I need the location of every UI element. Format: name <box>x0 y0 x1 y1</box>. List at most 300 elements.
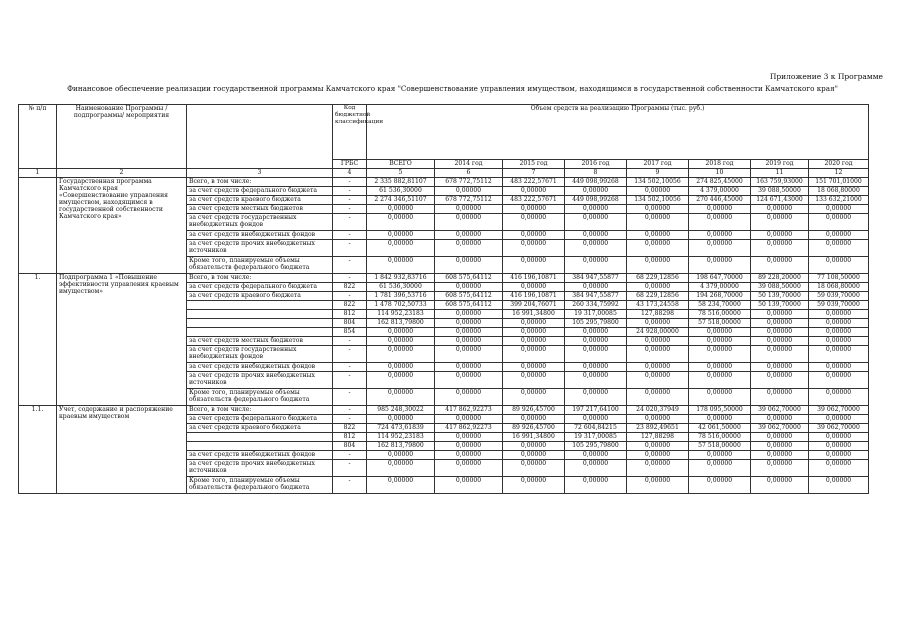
amount-cell: 0,00000 <box>809 363 869 372</box>
funding-source: Кроме того, планируемые объемы обязательств федерального бюджета <box>187 477 333 494</box>
column-number: 1 <box>19 169 57 178</box>
header-year: 2017 год <box>627 160 689 169</box>
amount-cell: 0,00000 <box>503 319 565 328</box>
amount-cell: 483 222,57671 <box>503 196 565 205</box>
amount-cell: 0,00000 <box>689 240 751 257</box>
amount-cell: 0,00000 <box>751 442 809 451</box>
amount-cell: 0,00000 <box>809 346 869 363</box>
amount-cell: 0,00000 <box>627 389 689 406</box>
amount-cell: 57 518,00000 <box>689 442 751 451</box>
grbs-code: - <box>333 240 367 257</box>
amount-cell: 0,00000 <box>627 337 689 346</box>
amount-cell: 0,00000 <box>435 240 503 257</box>
amount-cell: 0,00000 <box>809 328 869 337</box>
amount-cell: 0,00000 <box>435 460 503 477</box>
amount-cell: 0,00000 <box>627 205 689 214</box>
amount-cell: 0,00000 <box>809 477 869 494</box>
funding-source: за счет средств федерального бюджета <box>187 415 333 424</box>
amount-cell: 0,00000 <box>565 372 627 389</box>
amount-cell: 163 759,93000 <box>751 178 809 187</box>
amount-cell: 0,00000 <box>503 389 565 406</box>
column-number: 10 <box>689 169 751 178</box>
amount-cell: 483 222,57671 <box>503 178 565 187</box>
table-row <box>19 274 869 283</box>
column-number: 6 <box>435 169 503 178</box>
grbs-code: - <box>333 231 367 240</box>
amount-cell: 89 926,45700 <box>503 406 565 415</box>
amount-cell: 0,00000 <box>751 363 809 372</box>
amount-cell: 0,00000 <box>689 451 751 460</box>
grbs-code: - <box>333 214 367 231</box>
amount-cell: 0,00000 <box>367 389 435 406</box>
amount-cell: 0,00000 <box>503 240 565 257</box>
amount-cell: 39 062,70000 <box>751 406 809 415</box>
amount-cell: 0,00000 <box>435 319 503 328</box>
amount-cell: 274 825,45000 <box>689 178 751 187</box>
column-number: 3 <box>187 169 333 178</box>
funding-source <box>187 328 333 337</box>
amount-cell: 0,00000 <box>565 477 627 494</box>
header-row <box>19 105 869 160</box>
amount-cell: 0,00000 <box>503 346 565 363</box>
amount-cell: 0,00000 <box>367 477 435 494</box>
amount-cell: 197 217,64100 <box>565 406 627 415</box>
amount-cell: 0,00000 <box>503 372 565 389</box>
amount-cell: 0,00000 <box>689 257 751 274</box>
amount-cell: 0,00000 <box>689 337 751 346</box>
grbs-code: 812 <box>333 433 367 442</box>
funding-source: за счет средств краевого бюджета <box>187 424 333 433</box>
amount-cell: 39 062,70000 <box>751 424 809 433</box>
amount-cell: 42 061,50000 <box>689 424 751 433</box>
amount-cell: 43 173,24558 <box>627 301 689 310</box>
amount-cell: 114 952,23183 <box>367 433 435 442</box>
amount-cell: 0,00000 <box>503 187 565 196</box>
amount-cell: 0,00000 <box>809 389 869 406</box>
row-number: 1.1. <box>19 406 57 494</box>
amount-cell: 0,00000 <box>503 460 565 477</box>
amount-cell: 50 139,70000 <box>751 292 809 301</box>
funding-source: за счет средств местных бюджетов <box>187 205 333 214</box>
amount-cell: 0,00000 <box>809 415 869 424</box>
amount-cell: 0,00000 <box>627 231 689 240</box>
amount-cell: 77 108,50000 <box>809 274 869 283</box>
amount-cell: 0,00000 <box>565 205 627 214</box>
amount-cell: 0,00000 <box>751 451 809 460</box>
amount-cell: 0,00000 <box>627 372 689 389</box>
funding-source: за счет средств внебюджетных фондов <box>187 451 333 460</box>
amount-cell: 608 575,64112 <box>435 274 503 283</box>
funding-source: Кроме того, планируемые объемы обязательств федерального бюджета <box>187 257 333 274</box>
row-number: 1. <box>19 274 57 406</box>
amount-cell: 59 039,70000 <box>809 292 869 301</box>
amount-cell: 0,00000 <box>627 319 689 328</box>
amount-cell: 151 701,01000 <box>809 178 869 187</box>
amount-cell: 18 068,80000 <box>809 187 869 196</box>
amount-cell: 2 335 882,81107 <box>367 178 435 187</box>
funding-source: за счет средств государственных внебюджетных фондов <box>187 214 333 231</box>
amount-cell: 0,00000 <box>627 346 689 363</box>
amount-cell: 0,00000 <box>565 231 627 240</box>
funding-source <box>187 301 333 310</box>
header-year: 2016 год <box>565 160 627 169</box>
amount-cell: 4 379,00000 <box>689 187 751 196</box>
amount-cell: 23 892,49651 <box>627 424 689 433</box>
amount-cell: 0,00000 <box>809 372 869 389</box>
amount-cell: 133 632,21000 <box>809 196 869 205</box>
amount-cell: 0,00000 <box>809 240 869 257</box>
amount-cell: 59 039,70000 <box>809 301 869 310</box>
amount-cell: 19 317,00085 <box>565 310 627 319</box>
amount-cell: 24 928,00000 <box>627 328 689 337</box>
amount-cell: 0,00000 <box>367 337 435 346</box>
amount-cell: 0,00000 <box>565 363 627 372</box>
amount-cell: 0,00000 <box>689 460 751 477</box>
funding-source <box>187 310 333 319</box>
amount-cell: 0,00000 <box>627 283 689 292</box>
grbs-code: 804 <box>333 442 367 451</box>
amount-cell: 0,00000 <box>503 451 565 460</box>
amount-cell: 127,88298 <box>627 310 689 319</box>
grbs-code: 812 <box>333 310 367 319</box>
amount-cell: 0,00000 <box>809 319 869 328</box>
column-number: 2 <box>57 169 187 178</box>
amount-cell: 0,00000 <box>435 310 503 319</box>
amount-cell: 0,00000 <box>751 372 809 389</box>
amount-cell: 72 604,84215 <box>565 424 627 433</box>
amount-cell: 0,00000 <box>809 442 869 451</box>
amount-cell: 0,00000 <box>503 257 565 274</box>
grbs-code: 822 <box>333 283 367 292</box>
amount-cell: 724 473,61839 <box>367 424 435 433</box>
amount-cell: 134 502,10056 <box>627 178 689 187</box>
program-name: Государственная программа Камчатского края «Совершенствование управления имуществом, находящимся в государственной собственности Камчатского края» <box>57 178 187 274</box>
amount-cell: 0,00000 <box>627 187 689 196</box>
amount-cell: 0,00000 <box>435 187 503 196</box>
amount-cell: 1 478 702,50733 <box>367 301 435 310</box>
amount-cell: 678 772,75112 <box>435 178 503 187</box>
amount-cell: 608 575,64112 <box>435 301 503 310</box>
column-number: 4 <box>333 169 367 178</box>
table-row <box>19 406 869 415</box>
amount-cell: 0,00000 <box>565 328 627 337</box>
amount-cell: 0,00000 <box>435 205 503 214</box>
amount-cell: 0,00000 <box>751 477 809 494</box>
amount-cell: 18 068,80000 <box>809 283 869 292</box>
amount-cell: 50 139,70000 <box>751 301 809 310</box>
amount-cell: 134 502,10056 <box>627 196 689 205</box>
amount-cell: 0,00000 <box>751 346 809 363</box>
header-year: ВСЕГО <box>367 160 435 169</box>
header-year: 2018 год <box>689 160 751 169</box>
amount-cell: 384 947,55877 <box>565 292 627 301</box>
amount-cell: 270 446,45000 <box>689 196 751 205</box>
amount-cell: 0,00000 <box>435 363 503 372</box>
header-year: 2019 год <box>751 160 809 169</box>
amount-cell: 0,00000 <box>809 451 869 460</box>
grbs-code: - <box>333 363 367 372</box>
column-number: 12 <box>809 169 869 178</box>
amount-cell: 0,00000 <box>809 214 869 231</box>
amount-cell: 68 229,12856 <box>627 274 689 283</box>
grbs-code: - <box>333 187 367 196</box>
amount-cell: 0,00000 <box>809 337 869 346</box>
grbs-code: - <box>333 460 367 477</box>
amount-cell: 0,00000 <box>751 310 809 319</box>
amount-cell: 0,00000 <box>809 433 869 442</box>
column-numbers-row <box>19 169 869 178</box>
column-number: 9 <box>627 169 689 178</box>
amount-cell: 416 196,10871 <box>503 292 565 301</box>
amount-cell: 0,00000 <box>627 240 689 257</box>
amount-cell: 0,00000 <box>435 328 503 337</box>
amount-cell: 0,00000 <box>627 451 689 460</box>
amount-cell: 0,00000 <box>367 363 435 372</box>
grbs-code: - <box>333 337 367 346</box>
amount-cell: 0,00000 <box>809 205 869 214</box>
amount-cell: 0,00000 <box>751 389 809 406</box>
amount-cell: 61 536,30000 <box>367 283 435 292</box>
amount-cell: 178 095,50000 <box>689 406 751 415</box>
amount-cell: 0,00000 <box>689 346 751 363</box>
amount-cell: 61 536,30000 <box>367 187 435 196</box>
amount-cell: 0,00000 <box>503 328 565 337</box>
financing-table <box>18 104 869 494</box>
amount-cell: 0,00000 <box>435 389 503 406</box>
amount-cell: 0,00000 <box>435 415 503 424</box>
amount-cell: 78 516,00000 <box>689 310 751 319</box>
amount-cell: 0,00000 <box>503 442 565 451</box>
funding-source: Кроме того, планируемые объемы обязательств федерального бюджета <box>187 389 333 406</box>
amount-cell: 0,00000 <box>367 346 435 363</box>
header-code: Код бюджетной классификации <box>333 105 367 160</box>
amount-cell: 416 196,10871 <box>503 274 565 283</box>
amount-cell: 0,00000 <box>565 337 627 346</box>
grbs-code: 804 <box>333 319 367 328</box>
program-name: Учет, содержание и распоряжение краевым имуществом <box>57 406 187 494</box>
header-empty <box>187 105 333 169</box>
amount-cell: 0,00000 <box>689 372 751 389</box>
amount-cell: 39 062,70000 <box>809 406 869 415</box>
amount-cell: 0,00000 <box>689 477 751 494</box>
funding-source: за счет средств прочих внебюджетных источников <box>187 240 333 257</box>
amount-cell: 0,00000 <box>565 460 627 477</box>
amount-cell: 2 274 346,51107 <box>367 196 435 205</box>
amount-cell: 89 926,45700 <box>503 424 565 433</box>
table-row <box>19 178 869 187</box>
amount-cell: 0,00000 <box>367 372 435 389</box>
amount-cell: 0,00000 <box>627 415 689 424</box>
grbs-code: - <box>333 415 367 424</box>
amount-cell: 0,00000 <box>627 214 689 231</box>
grbs-code: 822 <box>333 424 367 433</box>
funding-source: Всего, в том числе: <box>187 178 333 187</box>
column-number: 5 <box>367 169 435 178</box>
amount-cell: 0,00000 <box>565 415 627 424</box>
column-number: 7 <box>503 169 565 178</box>
grbs-code: - <box>333 196 367 205</box>
grbs-code: 822 <box>333 301 367 310</box>
funding-source <box>187 319 333 328</box>
amount-cell: 114 952,23183 <box>367 310 435 319</box>
amount-cell: 0,00000 <box>367 451 435 460</box>
amount-cell: 78 516,00000 <box>689 433 751 442</box>
amount-cell: 0,00000 <box>435 283 503 292</box>
amount-cell: 0,00000 <box>627 363 689 372</box>
row-number <box>19 178 57 274</box>
amount-cell: 449 098,99268 <box>565 178 627 187</box>
amount-cell: 0,00000 <box>503 337 565 346</box>
amount-cell: 0,00000 <box>751 433 809 442</box>
amount-cell: 0,00000 <box>435 231 503 240</box>
amount-cell: 0,00000 <box>435 451 503 460</box>
amount-cell: 0,00000 <box>367 415 435 424</box>
amount-cell: 0,00000 <box>367 205 435 214</box>
amount-cell: 39 088,50000 <box>751 283 809 292</box>
document-title: Финансовое обеспечение реализации государственной программы Камчатского края "Совершенствование управления имуществом, находящимся в государственной собственности Камчатского края" <box>67 84 838 93</box>
amount-cell: 0,00000 <box>435 214 503 231</box>
amount-cell: 0,00000 <box>565 257 627 274</box>
funding-source: за счет средств местных бюджетов <box>187 337 333 346</box>
amount-cell: 0,00000 <box>367 214 435 231</box>
amount-cell: 0,00000 <box>367 460 435 477</box>
amount-cell: 0,00000 <box>689 328 751 337</box>
grbs-code: - <box>333 451 367 460</box>
amount-cell: 0,00000 <box>435 442 503 451</box>
amount-cell: 0,00000 <box>627 442 689 451</box>
column-number: 8 <box>565 169 627 178</box>
funding-source <box>187 442 333 451</box>
amount-cell: 0,00000 <box>751 231 809 240</box>
grbs-code: - <box>333 274 367 283</box>
grbs-code: 854 <box>333 328 367 337</box>
amount-cell: 0,00000 <box>809 310 869 319</box>
amount-cell: 0,00000 <box>435 477 503 494</box>
amount-cell: 678 772,75112 <box>435 196 503 205</box>
amount-cell: 449 098,99268 <box>565 196 627 205</box>
amount-cell: 260 334,75992 <box>565 301 627 310</box>
amount-cell: 68 229,12856 <box>627 292 689 301</box>
amount-cell: 124 671,43000 <box>751 196 809 205</box>
funding-source: за счет средств государственных внебюджетных фондов <box>187 346 333 363</box>
grbs-code: - <box>333 477 367 494</box>
funding-source: за счет средств федерального бюджета <box>187 283 333 292</box>
amount-cell: 0,00000 <box>751 337 809 346</box>
amount-cell: 0,00000 <box>503 205 565 214</box>
grbs-code: - <box>333 389 367 406</box>
amount-cell: 162 813,79800 <box>367 442 435 451</box>
amount-cell: 0,00000 <box>689 231 751 240</box>
amount-cell: 0,00000 <box>503 415 565 424</box>
grbs-code: - <box>333 346 367 363</box>
amount-cell: 16 991,34800 <box>503 310 565 319</box>
amount-cell: 0,00000 <box>565 283 627 292</box>
grbs-code: - <box>333 178 367 187</box>
amount-cell: 19 317,00085 <box>565 433 627 442</box>
amount-cell: 0,00000 <box>751 460 809 477</box>
amount-cell: 0,00000 <box>565 240 627 257</box>
amount-cell: 58 234,70000 <box>689 301 751 310</box>
amount-cell: 608 575,64112 <box>435 292 503 301</box>
amount-cell: 16 991,34800 <box>503 433 565 442</box>
amount-cell: 0,00000 <box>503 477 565 494</box>
amount-cell: 417 862,92273 <box>435 406 503 415</box>
amount-cell: 0,00000 <box>565 389 627 406</box>
amount-cell: 4 379,00000 <box>689 283 751 292</box>
amount-cell: 0,00000 <box>751 214 809 231</box>
funding-source: за счет средств федерального бюджета <box>187 187 333 196</box>
amount-cell: 0,00000 <box>627 257 689 274</box>
amount-cell: 0,00000 <box>367 240 435 257</box>
amount-cell: 0,00000 <box>751 415 809 424</box>
amount-cell: 0,00000 <box>435 346 503 363</box>
amount-cell: 89 228,20000 <box>751 274 809 283</box>
amount-cell: 0,00000 <box>751 257 809 274</box>
amount-cell: 0,00000 <box>809 460 869 477</box>
amount-cell: 0,00000 <box>435 337 503 346</box>
amount-cell: 0,00000 <box>751 205 809 214</box>
amount-cell: 0,00000 <box>565 346 627 363</box>
amount-cell: 0,00000 <box>435 433 503 442</box>
funding-source: за счет средств внебюджетных фондов <box>187 363 333 372</box>
amount-cell: 1 842 932,83716 <box>367 274 435 283</box>
amount-cell: 162 813,79800 <box>367 319 435 328</box>
amount-cell: 0,00000 <box>751 240 809 257</box>
grbs-code: - <box>333 372 367 389</box>
program-name: Подпрограмма 1 «Повышение эффективности управления краевым имуществом» <box>57 274 187 406</box>
amount-cell: 0,00000 <box>689 363 751 372</box>
header-year: 2015 год <box>503 160 565 169</box>
amount-cell: 105 295,79800 <box>565 319 627 328</box>
amount-cell: 0,00000 <box>565 214 627 231</box>
amount-cell: 198 647,70000 <box>689 274 751 283</box>
funding-source: за счет средств прочих внебюджетных источников <box>187 460 333 477</box>
amount-cell: 0,00000 <box>367 328 435 337</box>
amount-cell: 194 268,70000 <box>689 292 751 301</box>
amount-cell: 0,00000 <box>367 231 435 240</box>
amount-cell: 0,00000 <box>565 451 627 460</box>
header-volume: Объем средств на реализацию Программы (тыс. руб.) <box>367 105 869 160</box>
grbs-code: - <box>333 257 367 274</box>
funding-source: Всего, в том числе: <box>187 406 333 415</box>
grbs-code: - <box>333 406 367 415</box>
funding-source: за счет средств краевого бюджета <box>187 196 333 205</box>
amount-cell: 57 518,00000 <box>689 319 751 328</box>
header-year: 2020 год <box>809 160 869 169</box>
amount-cell: 0,00000 <box>689 389 751 406</box>
funding-source: Всего, в том числе: <box>187 274 333 283</box>
amount-cell: 0,00000 <box>503 214 565 231</box>
amount-cell: 0,00000 <box>435 257 503 274</box>
amount-cell: 127,88298 <box>627 433 689 442</box>
amount-cell: 0,00000 <box>751 319 809 328</box>
grbs-code: - <box>333 205 367 214</box>
amount-cell: 0,00000 <box>689 415 751 424</box>
amount-cell: 985 248,30022 <box>367 406 435 415</box>
amount-cell: 105 295,79800 <box>565 442 627 451</box>
amount-cell: 0,00000 <box>809 231 869 240</box>
amount-cell: 0,00000 <box>689 214 751 231</box>
amount-cell: 0,00000 <box>503 283 565 292</box>
amount-cell: 0,00000 <box>503 363 565 372</box>
header-year: 2014 год <box>435 160 503 169</box>
grbs-code: - <box>333 292 367 301</box>
amount-cell: 417 862,92273 <box>435 424 503 433</box>
amount-cell: 0,00000 <box>627 460 689 477</box>
amount-cell: 39 062,70000 <box>809 424 869 433</box>
header-num: № п/п <box>19 105 57 169</box>
funding-source <box>187 433 333 442</box>
